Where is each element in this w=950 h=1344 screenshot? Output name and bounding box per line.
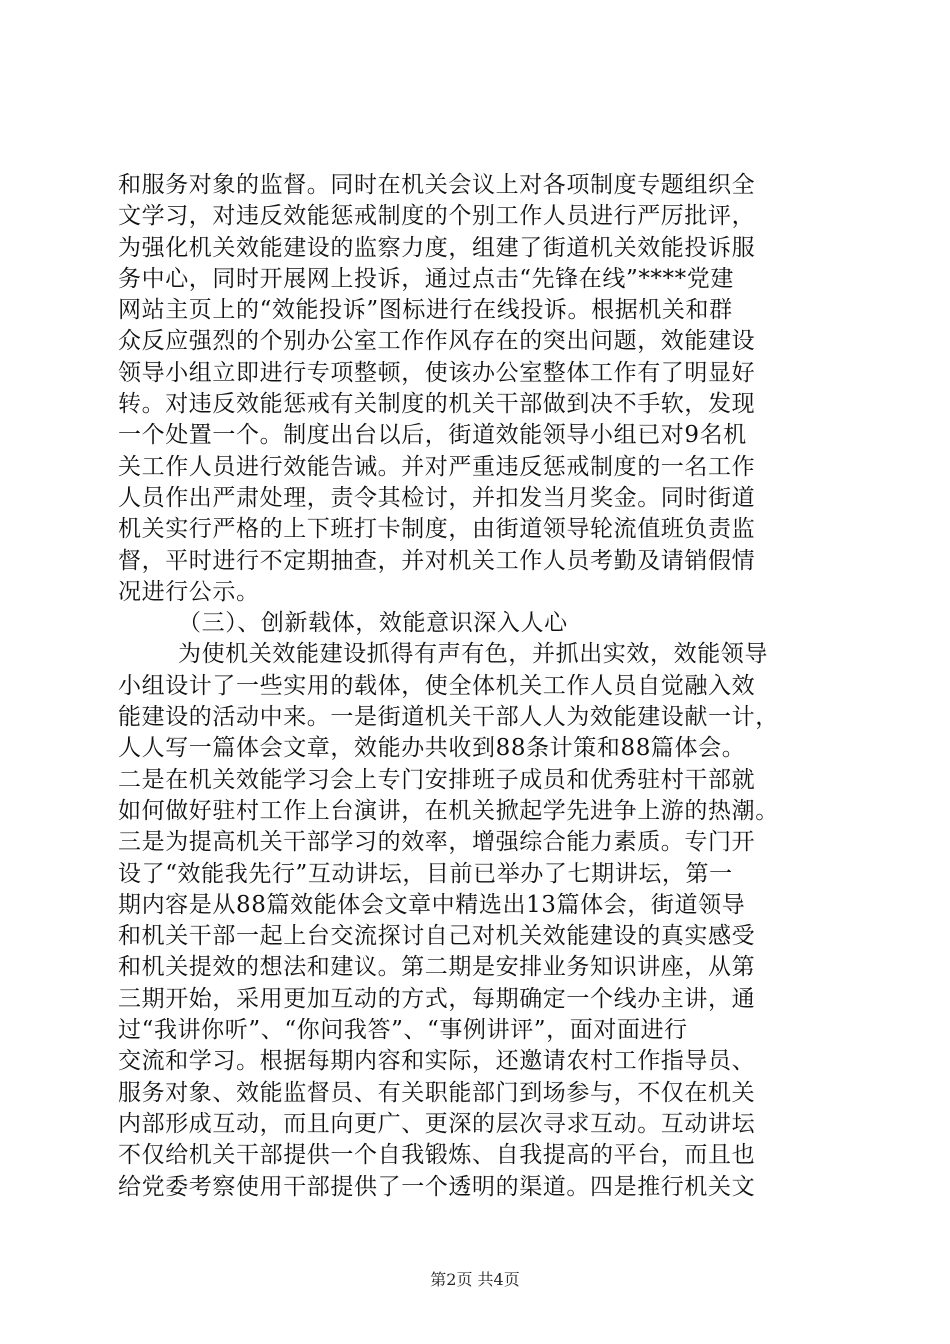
text-line: 不仅给机关干部提供一个自我锻炼、自我提高的平台，而且也 — [118, 1142, 756, 1169]
text-line: 能建设的活动中来。一是街道机关干部人人为效能建设献一计， — [118, 704, 779, 731]
text-line: 文学习，对违反效能惩戒制度的个别工作人员进行严厉批评， — [118, 203, 756, 230]
text-line: 为强化机关效能建设的监察力度，组建了街道机关效能投诉服 — [118, 234, 756, 261]
text-line: 务中心，同时开展网上投诉，通过点击“先锋在线”****党建 — [118, 265, 734, 292]
text-line: 关工作人员进行效能告诫。并对严重违反惩戒制度的一名工作 — [118, 453, 756, 480]
text-line: 三是为提高机关干部学习的效率，增强综合能力素质。专门开 — [118, 829, 756, 856]
text-line: 人员作出严肃处理，责令其检讨，并扣发当月奖金。同时街道 — [118, 484, 756, 511]
text-line: 领导小组立即进行专项整顿，使该办公室整体工作有了明显好 — [118, 359, 756, 386]
text-line: 内部形成互动，而且向更广、更深的层次寻求互动。互动讲坛 — [118, 1110, 756, 1137]
text-line: 二是在机关效能学习会上专门安排班子成员和优秀驻村干部就 — [118, 766, 756, 793]
section-heading: （三）、创新载体，效能意识深入人心 — [178, 610, 568, 637]
text-line: 和机关干部一起上台交流探讨自己对机关效能建设的真实感受 — [118, 923, 756, 950]
text-line: 转。对违反效能惩戒有关制度的机关干部做到决不手软，发现 — [118, 391, 756, 418]
paragraph-first-line: 为使机关效能建设抓得有声有色，并抓出实效，效能领导 — [178, 641, 768, 668]
text-line: 交流和学习。根据每期内容和实际，还邀请农村工作指导员、 — [118, 1048, 756, 1075]
text-line: 网站主页上的“效能投诉”图标进行在线投诉。根据机关和群 — [118, 297, 733, 324]
text-line: 和机关提效的想法和建议。第二期是安排业务知识讲座，从第 — [118, 954, 756, 981]
text-line: 如何做好驻村工作上台演讲，在机关掀起学先进争上游的热潮。 — [118, 797, 779, 824]
text-line: 和服务对象的监督。同时在机关会议上对各项制度专题组织全 — [118, 172, 756, 198]
text-line: 一个处置一个。制度出台以后，街道效能领导小组已对9名机 — [118, 422, 747, 449]
text-line: 机关实行严格的上下班打卡制度，由街道领导轮流值班负责监 — [118, 516, 756, 543]
text-line: 服务对象、效能监督员、有关职能部门到场参与，不仅在机关 — [118, 1079, 756, 1106]
text-line: 给党委考察使用干部提供了一个透明的渠道。四是推行机关文 — [118, 1173, 756, 1200]
text-line: 三期开始，采用更加互动的方式，每期确定一个线办主讲，通 — [118, 985, 756, 1012]
text-line: 设了“效能我先行”互动讲坛，目前已举办了七期讲坛，第一 — [118, 860, 733, 887]
text-line: 人人写一篇体会文章，效能办共收到88条计策和88篇体会。 — [118, 735, 746, 762]
text-line: 过“我讲你听”、“你问我答”、“事例讲评”，面对面进行 — [118, 1017, 688, 1044]
text-line: 督，平时进行不定期抽查，并对机关工作人员考勤及请销假情 — [118, 547, 756, 574]
body-text — [118, 170, 832, 1203]
text-line: 期内容是从88篇效能体会文章中精选出13篇体会，街道领导 — [118, 891, 746, 918]
text-line: 小组设计了一些实用的载体，使全体机关工作人员自觉融入效 — [118, 672, 756, 699]
text-line: 况进行公示。 — [118, 578, 260, 605]
text-line: 众反应强烈的个别办公室工作作风存在的突出问题，效能建设 — [118, 328, 756, 355]
page-footer: 第2页 共4页 — [430, 1270, 520, 1289]
